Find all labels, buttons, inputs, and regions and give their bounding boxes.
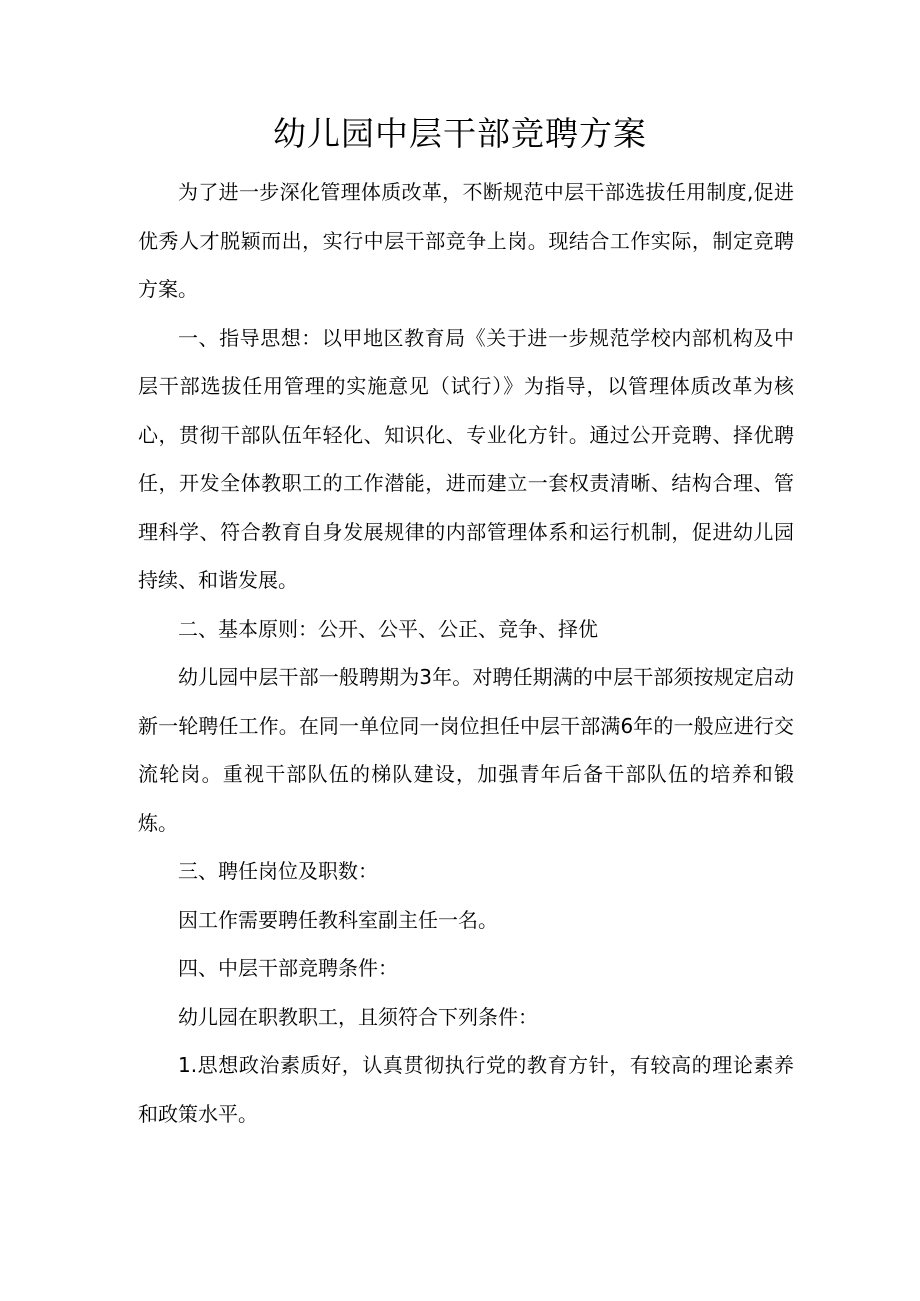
document-title: 幼儿园中层干部竞聘方案 [273, 114, 647, 153]
paragraph-positions-heading: 三、聘任岗位及职数： [178, 859, 378, 883]
document-body [138, 168, 794, 1138]
paragraph-positions: 因工作需要聘任教科室副主任一名。 [178, 907, 498, 932]
paragraph-conditions-heading: 四、中层干部竞聘条件： [178, 956, 398, 980]
paragraph-condition-1: 1.思想政治素质好，认真贯彻执行党的教育方针，有较高的理论素养和政策水平。 [138, 1053, 794, 1126]
paragraph-intro: 为了进一步深化管理体质改革，不断规范中层干部选拔任用制度,促进优秀人才脱颖而出，实行中层干部竞争上岗。现结合工作实际，制定竞聘方案。 [138, 180, 794, 301]
paragraph-term: 幼儿园中层干部一般聘期为3年。对聘任期满的中层干部须按规定启动新一轮聘任工作。在同一单位同一岗位担任中层干部满6年的一般应进行交流轮岗。重视干部队伍的梯队建设，加强青年后备干部队伍的培养和锻炼。 [138, 665, 794, 835]
paragraph-basic-principles: 二、基本原则：公开、公平、公正、竞争、择优 [178, 616, 598, 641]
paragraph-conditions-intro: 幼儿园在职教职工，且须符合下列条件： [178, 1004, 538, 1029]
paragraph-guiding-ideology: 一、指导思想：以甲地区教育局《关于进一步规范学校内部机构及中层干部选拔任用管理的实施意见（试行）》为指导，以管理体质改革为核心，贯彻干部队伍年轻化、知识化、专业化方针。通过公开竞聘、择优聘任，开发全体教职工的工作潜能，进而建立一套权责清晰、结构合理、管理科学、符合教育自身发展规律的内部管理体系和运行机制，促进幼儿园持续、和谐发展。 [138, 325, 794, 592]
